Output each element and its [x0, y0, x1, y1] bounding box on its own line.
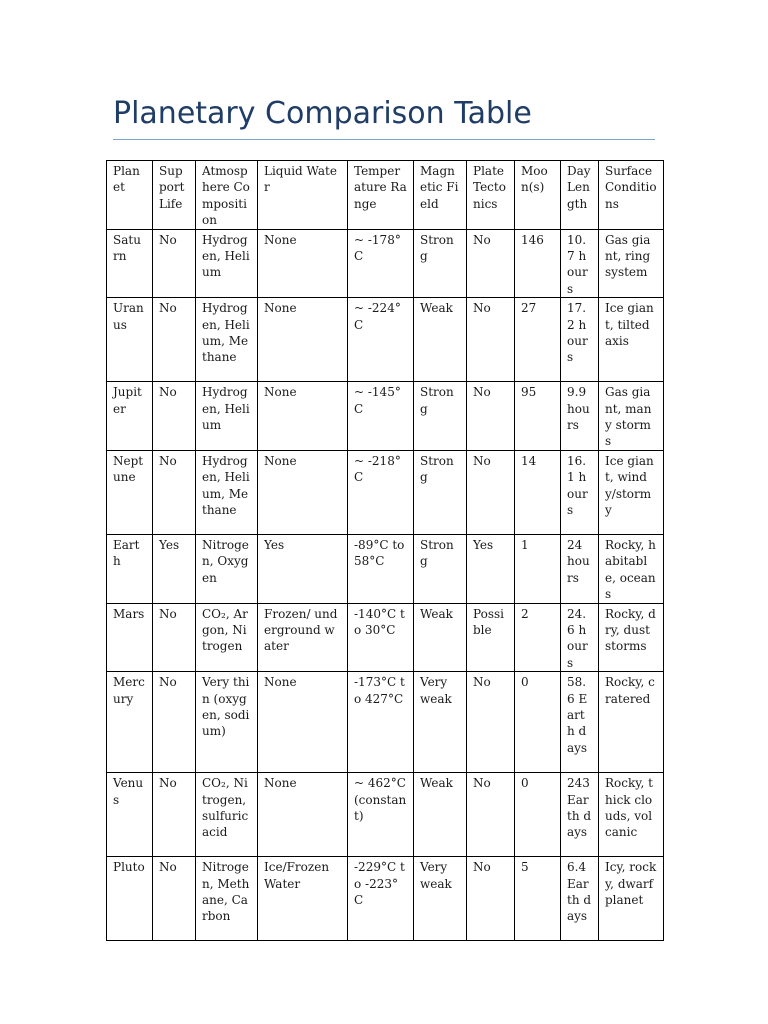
- cell-day-length: 16.1 hours: [561, 450, 599, 534]
- cell-magnetic-field: Weak: [414, 773, 467, 857]
- header-temperature: Temperature Range: [348, 161, 414, 230]
- cell-moons: 27: [515, 298, 561, 382]
- cell-plate-tectonics: No: [467, 672, 515, 773]
- document-title: Planetary Comparison Table: [113, 96, 532, 131]
- cell-support-life: No: [153, 603, 196, 672]
- cell-day-length: 17.2 hours: [561, 298, 599, 382]
- header-atmosphere: Atmosphere Composition: [196, 161, 258, 230]
- cell-moons: 0: [515, 773, 561, 857]
- cell-magnetic-field: Very weak: [414, 672, 467, 773]
- cell-day-length: 243 Earth days: [561, 773, 599, 857]
- cell-plate-tectonics: No: [467, 773, 515, 857]
- header-magnetic-field: Magnetic Field: [414, 161, 467, 230]
- cell-liquid-water: None: [258, 672, 348, 773]
- table-row: [107, 672, 664, 773]
- table-row: [107, 773, 664, 857]
- cell-magnetic-field: Very weak: [414, 857, 467, 941]
- cell-planet: Mars: [107, 603, 153, 672]
- cell-planet: Mercury: [107, 672, 153, 773]
- table-row: [107, 298, 664, 382]
- cell-moons: 2: [515, 603, 561, 672]
- cell-atmosphere: Nitrogen, Methane, Carbon: [196, 857, 258, 941]
- cell-surface-conditions: Gas giant, many storms: [599, 382, 664, 451]
- cell-support-life: No: [153, 450, 196, 534]
- cell-plate-tectonics: No: [467, 450, 515, 534]
- cell-plate-tectonics: Yes: [467, 534, 515, 603]
- cell-atmosphere: Hydrogen, Helium: [196, 382, 258, 451]
- cell-surface-conditions: Icy, rocky, dwarf planet: [599, 857, 664, 941]
- cell-atmosphere: Hydrogen, Helium: [196, 229, 258, 298]
- cell-planet: Jupiter: [107, 382, 153, 451]
- cell-atmosphere: CO₂, Argon, Nitrogen: [196, 603, 258, 672]
- cell-planet: Earth: [107, 534, 153, 603]
- cell-support-life: No: [153, 298, 196, 382]
- cell-magnetic-field: Strong: [414, 229, 467, 298]
- cell-support-life: No: [153, 229, 196, 298]
- cell-day-length: 6.4 Earth days: [561, 857, 599, 941]
- header-support-life: Support Life: [153, 161, 196, 230]
- cell-temperature: -173°C to 427°C: [348, 672, 414, 773]
- cell-liquid-water: Frozen/ underground water: [258, 603, 348, 672]
- cell-liquid-water: Ice/Frozen Water: [258, 857, 348, 941]
- cell-liquid-water: None: [258, 298, 348, 382]
- cell-liquid-water: Yes: [258, 534, 348, 603]
- table-header-row: [107, 161, 664, 230]
- table-row: [107, 603, 664, 672]
- cell-day-length: 24.6 hours: [561, 603, 599, 672]
- cell-plate-tectonics: No: [467, 229, 515, 298]
- cell-plate-tectonics: No: [467, 298, 515, 382]
- header-planet: Planet: [107, 161, 153, 230]
- cell-atmosphere: CO₂, Nitrogen, sulfuric acid: [196, 773, 258, 857]
- cell-planet: Venus: [107, 773, 153, 857]
- cell-atmosphere: Nitrogen, Oxygen: [196, 534, 258, 603]
- cell-atmosphere: Hydrogen, Helium, Methane: [196, 450, 258, 534]
- cell-support-life: No: [153, 672, 196, 773]
- cell-temperature: ~ -224°C: [348, 298, 414, 382]
- header-plate-tectonics: Plate Tectonics: [467, 161, 515, 230]
- cell-surface-conditions: Gas giant, ring system: [599, 229, 664, 298]
- cell-liquid-water: None: [258, 382, 348, 451]
- table-row: [107, 382, 664, 451]
- cell-support-life: No: [153, 382, 196, 451]
- cell-support-life: No: [153, 857, 196, 941]
- cell-magnetic-field: Strong: [414, 450, 467, 534]
- cell-support-life: Yes: [153, 534, 196, 603]
- table-row: [107, 857, 664, 941]
- cell-moons: 1: [515, 534, 561, 603]
- cell-day-length: 9.9 hours: [561, 382, 599, 451]
- cell-moons: 146: [515, 229, 561, 298]
- header-moons: Moon(s): [515, 161, 561, 230]
- cell-plate-tectonics: No: [467, 857, 515, 941]
- cell-temperature: -229°C to -223°C: [348, 857, 414, 941]
- cell-surface-conditions: Ice giant, tilted axis: [599, 298, 664, 382]
- cell-moons: 0: [515, 672, 561, 773]
- cell-planet: Pluto: [107, 857, 153, 941]
- cell-temperature: ~ 462°C (constant): [348, 773, 414, 857]
- cell-surface-conditions: Rocky, cratered: [599, 672, 664, 773]
- cell-moons: 14: [515, 450, 561, 534]
- cell-surface-conditions: Rocky, thick clouds, volcanic: [599, 773, 664, 857]
- cell-day-length: 24 hours: [561, 534, 599, 603]
- table-row: [107, 229, 664, 298]
- title-underline: [113, 139, 655, 140]
- header-liquid-water: Liquid Water: [258, 161, 348, 230]
- cell-moons: 95: [515, 382, 561, 451]
- planet-comparison-table: [106, 160, 664, 941]
- table-row: [107, 534, 664, 603]
- cell-magnetic-field: Weak: [414, 298, 467, 382]
- cell-day-length: 10.7 hours: [561, 229, 599, 298]
- cell-surface-conditions: Rocky, dry, dust storms: [599, 603, 664, 672]
- cell-magnetic-field: Strong: [414, 534, 467, 603]
- cell-liquid-water: None: [258, 229, 348, 298]
- cell-planet: Saturn: [107, 229, 153, 298]
- cell-temperature: -140°C to 30°C: [348, 603, 414, 672]
- cell-magnetic-field: Strong: [414, 382, 467, 451]
- cell-magnetic-field: Weak: [414, 603, 467, 672]
- cell-planet: Neptune: [107, 450, 153, 534]
- cell-temperature: ~ -178°C: [348, 229, 414, 298]
- header-day-length: Day Length: [561, 161, 599, 230]
- cell-surface-conditions: Ice giant, windy/stormy: [599, 450, 664, 534]
- cell-atmosphere: Very thin (oxygen, sodium): [196, 672, 258, 773]
- cell-temperature: ~ -218°C: [348, 450, 414, 534]
- header-surface-conditions: Surface Conditions: [599, 161, 664, 230]
- table-row: [107, 450, 664, 534]
- cell-plate-tectonics: No: [467, 382, 515, 451]
- cell-atmosphere: Hydrogen, Helium, Methane: [196, 298, 258, 382]
- cell-surface-conditions: Rocky, habitable, oceans: [599, 534, 664, 603]
- cell-plate-tectonics: Possible: [467, 603, 515, 672]
- cell-temperature: -89°C to 58°C: [348, 534, 414, 603]
- cell-temperature: ~ -145°C: [348, 382, 414, 451]
- cell-moons: 5: [515, 857, 561, 941]
- cell-liquid-water: None: [258, 450, 348, 534]
- cell-support-life: No: [153, 773, 196, 857]
- cell-planet: Uranus: [107, 298, 153, 382]
- cell-day-length: 58.6 Earth days: [561, 672, 599, 773]
- cell-liquid-water: None: [258, 773, 348, 857]
